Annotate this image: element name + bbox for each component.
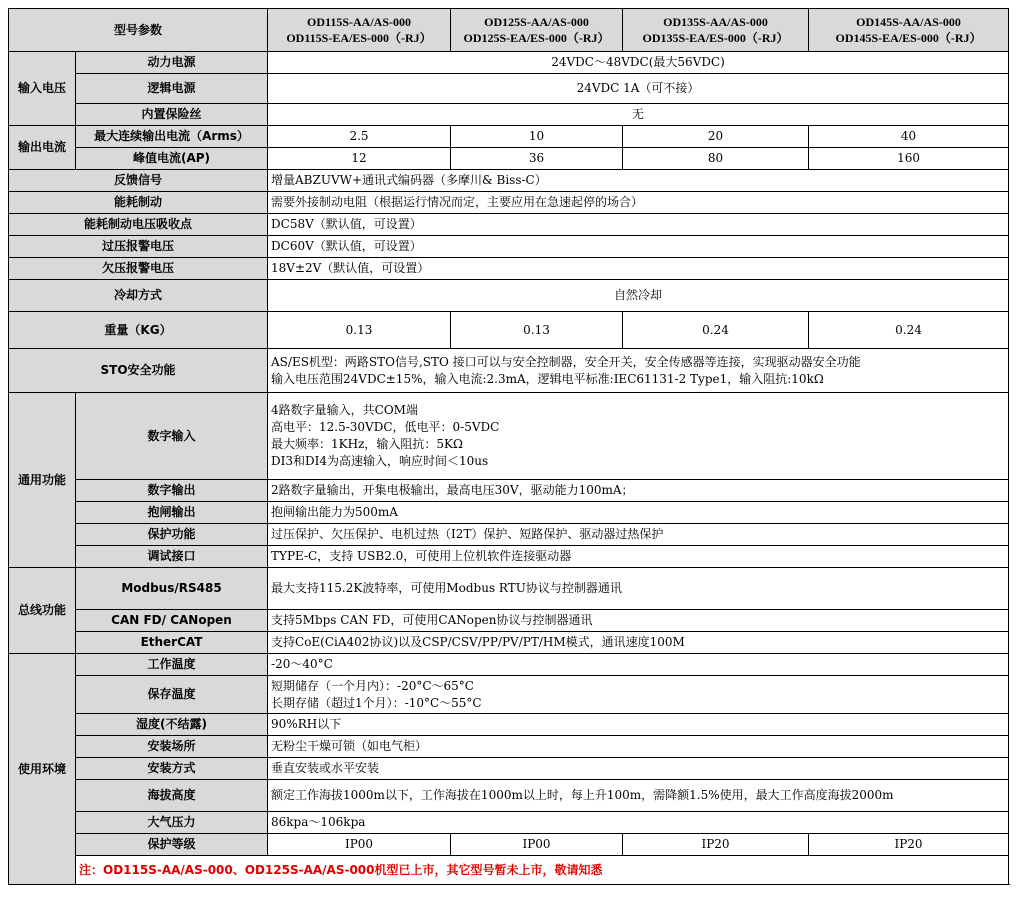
row-label: 保存温度 [76,676,268,714]
table-row [9,258,1009,280]
row-label: 安装场所 [76,736,268,758]
model-header: OD145S-AA/AS-000 OD145S-EA/ES-000（-RJ） [809,9,1009,52]
table-row [9,126,1009,148]
table-row [9,170,1009,192]
row-label: 重量（KG） [9,312,268,349]
row-value: 4路数字量输入，共COM端 高电平：12.5-30VDC，低电平：0-5VDC 最大频率：1KHz，输入阻抗：5KΩ DI3和DI4为高速输入，响应时间＜10us [268,393,1009,480]
group-general: 通用功能 [9,393,76,568]
row-label: 抱闸输出 [76,502,268,524]
row-value: 自然冷却 [268,280,1009,312]
row-value: 90%RH以下 [268,714,1009,736]
cell-value: 40 [809,126,1009,148]
row-label: 工作温度 [76,654,268,676]
table-row [9,524,1009,546]
cell-value: 80 [623,148,809,170]
table-row [9,812,1009,834]
row-label: 数字输入 [76,393,268,480]
row-value: 2路数字量输出，开集电极输出，最高电压30V，驱动能力100mA； [268,480,1009,502]
row-value: AS/ES机型：两路STO信号,STO 接口可以与安全控制器，安全开关，安全传感器等连接，实现驱动器安全功能 输入电压范围24VDC±15%，输入电流:2.3mA，逻辑电平标准:IEC61131-2 Type1，输入阻抗:10kΩ [268,349,1009,393]
row-value: 短期储存（一个月内）：-20°C～65°C 长期存储（超过1个月）：-10°C～55°C [268,676,1009,714]
row-value: 24VDC 1A（可不接） [268,74,1009,104]
row-label: 海拔高度 [76,780,268,812]
availability-note: 注：OD115S-AA/AS-000、OD125S-AA/AS-000机型已上市，其它型号暂未上市，敬请知悉 [76,856,1009,885]
row-label: 安装方式 [76,758,268,780]
row-value: 需要外接制动电阻（根据运行情况而定，主要应用在急速起停的场合） [268,192,1009,214]
row-label: 最大连续输出电流（Arms） [76,126,268,148]
group-output-current: 输出电流 [9,126,76,170]
row-label: 能耗制动 [9,192,268,214]
row-label: 保护等级 [76,834,268,856]
table-row [9,632,1009,654]
table-row [9,502,1009,524]
table-row [9,676,1009,714]
row-label: 动力电源 [76,52,268,74]
cell-value: IP20 [623,834,809,856]
table-row [9,736,1009,758]
note-row [9,856,1009,885]
row-value: 24VDC～48VDC(最大56VDC) [268,52,1009,74]
group-environment: 使用环境 [9,654,76,885]
row-value: 过压保护、欠压保护、电机过热（I2T）保护、短路保护、驱动器过热保护 [268,524,1009,546]
row-label: 能耗制动电压吸收点 [9,214,268,236]
model-header: OD115S-AA/AS-000 OD115S-EA/ES-000（-RJ） [268,9,451,52]
table-row [9,236,1009,258]
table-row [9,349,1009,393]
cell-value: IP20 [809,834,1009,856]
model-header: OD125S-AA/AS-000 OD125S-EA/ES-000（-RJ） [451,9,623,52]
row-label: 保护功能 [76,524,268,546]
table-row [9,312,1009,349]
table-row [9,52,1009,74]
cell-value: 0.24 [809,312,1009,349]
group-input-voltage: 输入电压 [9,52,76,126]
table-row [9,148,1009,170]
row-label: CAN FD/ CANopen [76,610,268,632]
table-row [9,546,1009,568]
table-row [9,654,1009,676]
cell-value: 2.5 [268,126,451,148]
group-bus: 总线功能 [9,568,76,654]
cell-value: 0.24 [623,312,809,349]
row-label: 过压报警电压 [9,236,268,258]
row-value: 无 [268,104,1009,126]
row-value: 支持5Mbps CAN FD，可使用CANopen协议与控制器通讯 [268,610,1009,632]
cell-value: 160 [809,148,1009,170]
row-value: 最大支持115.2K波特率，可使用Modbus RTU协议与控制器通讯 [268,568,1009,610]
model-header: OD135S-AA/AS-000 OD135S-EA/ES-000（-RJ） [623,9,809,52]
cell-value: 20 [623,126,809,148]
table-row [9,192,1009,214]
table-row [9,280,1009,312]
row-value: 额定工作海拔1000m以下，工作海拔在1000m以上时，每上升100m，需降额1.5%使用，最大工作高度海拔2000m [268,780,1009,812]
spec-table [8,8,1009,885]
cell-value: IP00 [451,834,623,856]
row-label: 湿度(不结露) [76,714,268,736]
table-row [9,480,1009,502]
cell-value: 36 [451,148,623,170]
row-label: Modbus/RS485 [76,568,268,610]
row-value: DC58V（默认值，可设置） [268,214,1009,236]
table-row [9,568,1009,610]
row-label: 冷却方式 [9,280,268,312]
header-label: 型号参数 [9,9,268,52]
table-row [9,610,1009,632]
row-label: 调试接口 [76,546,268,568]
table-row [9,393,1009,480]
table-row [9,758,1009,780]
row-value: 86kpa～106kpa [268,812,1009,834]
row-value: 垂直安装或水平安装 [268,758,1009,780]
row-label: 逻辑电源 [76,74,268,104]
table-row [9,104,1009,126]
row-value: 18V±2V（默认值，可设置） [268,258,1009,280]
table-row [9,834,1009,856]
row-value: TYPE-C，支持 USB2.0，可使用上位机软件连接驱动器 [268,546,1009,568]
row-label: 大气压力 [76,812,268,834]
row-label: 欠压报警电压 [9,258,268,280]
row-label: 反馈信号 [9,170,268,192]
row-value: 抱闸输出能力为500mA [268,502,1009,524]
row-label: 峰值电流(AP) [76,148,268,170]
header-row [9,9,1009,52]
row-value: -20～40°C [268,654,1009,676]
row-value: 支持CoE(CiA402协议)以及CSP/CSV/PP/PV/PT/HM模式，通讯速度100M [268,632,1009,654]
row-value: 增量ABZUVW+通讯式编码器（多摩川& Biss-C） [268,170,1009,192]
row-label: STO安全功能 [9,349,268,393]
table-row [9,214,1009,236]
table-row [9,780,1009,812]
row-label: 内置保险丝 [76,104,268,126]
cell-value: 0.13 [268,312,451,349]
row-value: DC60V（默认值，可设置） [268,236,1009,258]
cell-value: 0.13 [451,312,623,349]
row-value: 无粉尘干燥可锁（如电气柜） [268,736,1009,758]
table-row [9,74,1009,104]
cell-value: 12 [268,148,451,170]
cell-value: 10 [451,126,623,148]
cell-value: IP00 [268,834,451,856]
row-label: EtherCAT [76,632,268,654]
table-row [9,714,1009,736]
row-label: 数字输出 [76,480,268,502]
